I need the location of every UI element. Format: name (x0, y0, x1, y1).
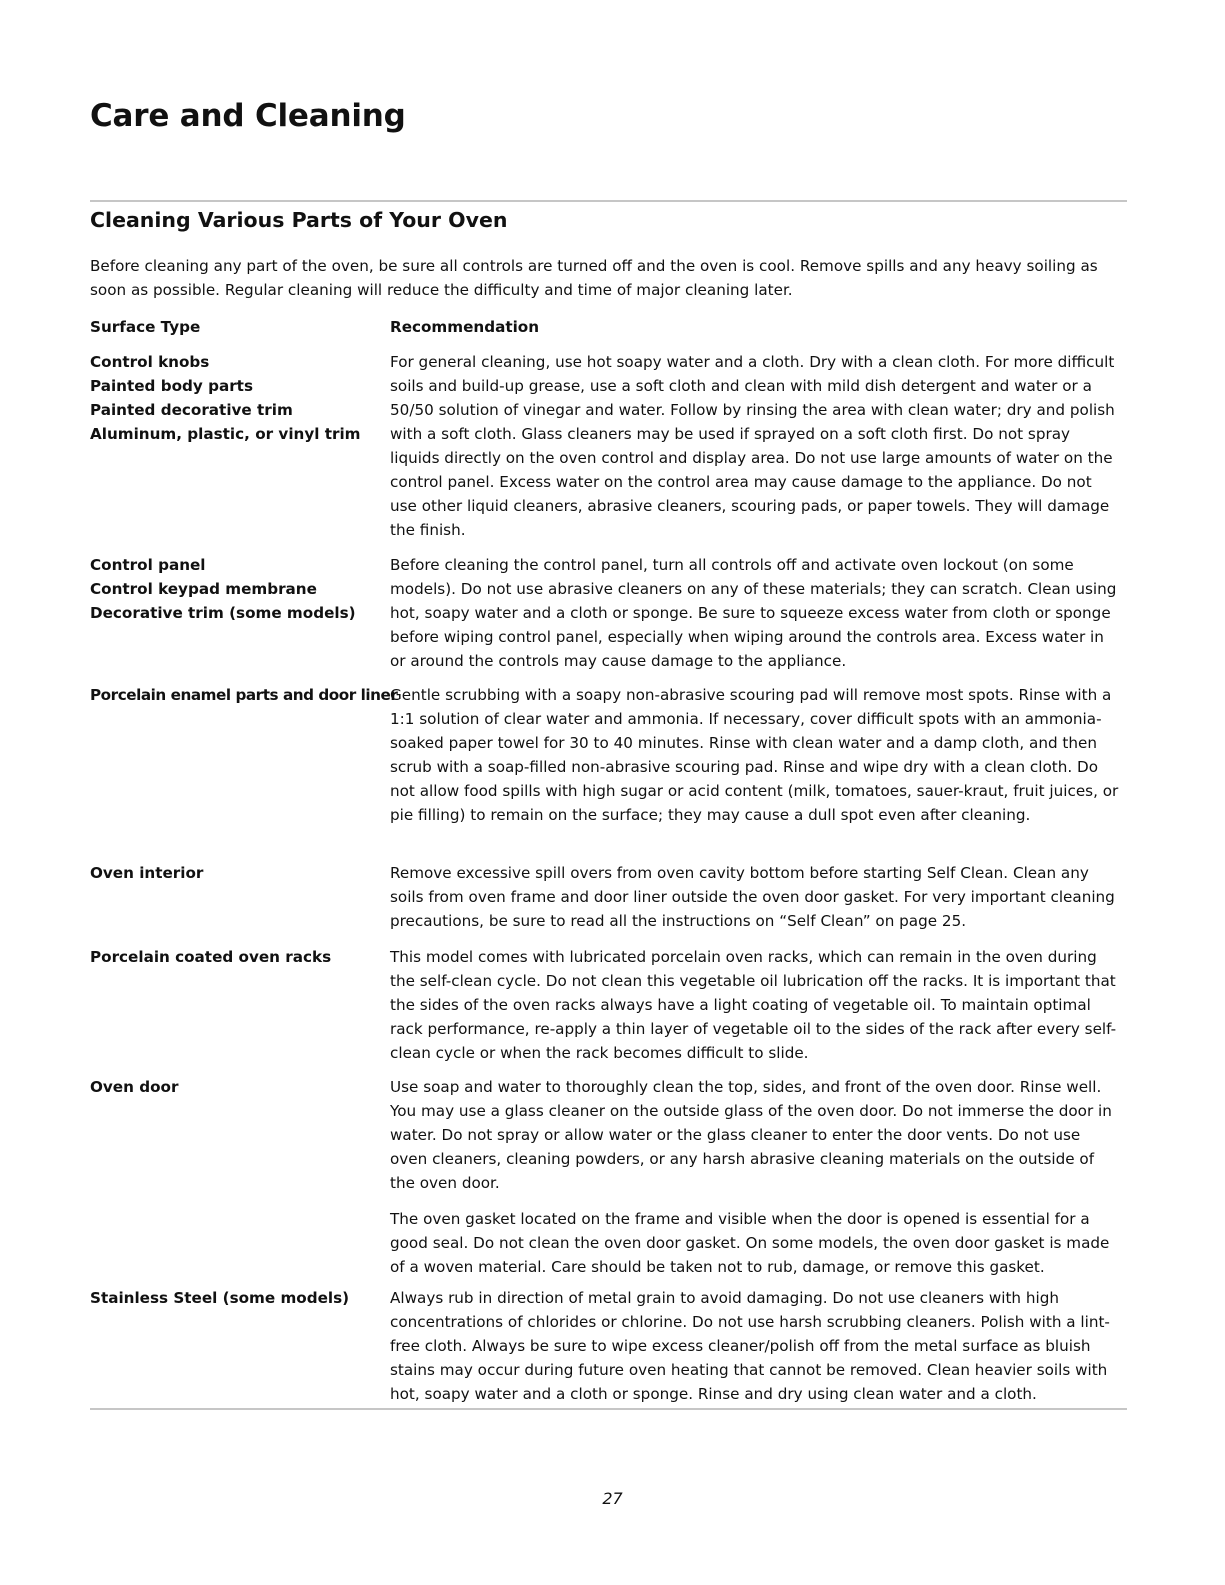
surface-label: Aluminum, plastic, or vinyl trim (90, 425, 361, 443)
recommendation-text (390, 1075, 1120, 1291)
recommendation-text (390, 683, 1120, 839)
recommendation-paragraph: Gentle scrubbing with a soapy non-abrasive scouring pad will remove most spots. Rinse with a 1:1 solution of clear water and ammonia. If necessary, cover difficult spots with an ammonia-soaked paper towel for 30 to 40 minutes. Rinse with clean water and a damp cloth, and then scrub with a soap-filled non-abrasive scouring pad. Rinse and wipe dry with a clean cloth. Do not allow food spills with high sugar or acid content (milk, tomatoes, sauer-kraut, fruit juices, or pie filling) to remain on the surface; they may cause a dull spot even after cleaning. (390, 686, 1119, 824)
recommendation-header: Recommendation (390, 318, 540, 336)
surface-label: Oven interior (90, 864, 204, 882)
surface-list (90, 945, 390, 969)
recommendation-paragraph: For general cleaning, use hot soapy water and a cloth. Dry with a clean cloth. For more difficult soils and build-up grease, use a soft cloth and clean with mild dish detergent and water or a 50/50 solution of vinegar and water. Follow by rinsing the area with clean water; dry and polish with a soft cloth. Glass cleaners may be used if sprayed on a soft cloth first. Do not spray liquids directly on the oven control and display area. Do not use large amounts of water on the control panel. Excess water on the control area may cause damage to the appliance. Do not use other liquid cleaners, abrasive cleaners, scouring pads, or paper towels. They will damage the finish. (390, 353, 1115, 539)
recommendation-paragraph: This model comes with lubricated porcelain oven racks, which can remain in the oven during the self-clean cycle. Do not clean this vegetable oil lubrication off the racks. It is important that the sides of the oven racks always have a light coating of vegetable oil. To maintain optimal rack performance, re-apply a thin layer of vegetable oil to the sides of the rack after every self-clean cycle or when the rack becomes difficult to slide. (390, 948, 1117, 1062)
page-number: 27 (602, 1489, 623, 1508)
section-title: Cleaning Various Parts of Your Oven (90, 208, 508, 232)
surface-label: Oven door (90, 1078, 179, 1096)
recommendation-text (390, 553, 1120, 685)
surface-label: Control panel (90, 556, 206, 574)
recommendation-paragraph: Use soap and water to thoroughly clean the top, sides, and front of the oven door. Rinse well. You may use a glass cleaner on the outside glass of the oven door. Do not immerse the door in water. Do not spray or allow water or the glass cleaner to enter the door vents. Do not use oven cleaners, cleaning powders, or any harsh abrasive cleaning materials on the outside of the oven door. (390, 1078, 1112, 1192)
surface-list (90, 350, 390, 446)
surface-list (90, 1286, 390, 1310)
surface-list (90, 553, 390, 625)
top-divider (90, 200, 1127, 202)
surface-label: Control keypad membrane (90, 580, 317, 598)
recommendation-paragraph: Before cleaning the control panel, turn all controls off and activate oven lockout (on some models). Do not use abrasive cleaners on any of these materials; they can scratch. Clean using hot, soapy water and a cloth or sponge. Be sure to squeeze excess water from cloth or sponge before wiping control panel, especially when wiping around the controls area. Excess water in or around the controls may cause damage to the appliance. (390, 556, 1117, 670)
page-title: Care and Cleaning (90, 98, 406, 134)
surface-label: Porcelain enamel parts and door liner (90, 686, 398, 704)
recommendation-text (390, 350, 1120, 554)
bottom-divider (90, 1408, 1127, 1410)
surface-label: Painted decorative trim (90, 401, 293, 419)
recommendation-text (390, 1286, 1120, 1418)
surface-label: Porcelain coated oven racks (90, 948, 332, 966)
surface-label: Stainless Steel (some models) (90, 1289, 350, 1307)
intro-paragraph: Before cleaning any part of the oven, be sure all controls are turned off and the oven is cool. Remove spills and any heavy soiling as soon as possible. Regular cleaning will reduce the difficulty and time of major cleaning later. (90, 257, 1098, 299)
recommendation-paragraph: Always rub in direction of metal grain to avoid damaging. Do not use cleaners with high concentrations of chlorides or chlorine. Do not use harsh scrubbing cleaners. Polish with a lint-free cloth. Always be sure to wipe excess cleaner/polish off from the metal surface as bluish stains may occur during future oven heating that cannot be removed. Clean heavier soils with hot, soapy water and a cloth or sponge. Rinse and dry using clean water and a cloth. (390, 1289, 1110, 1403)
surface-label: Painted body parts (90, 377, 253, 395)
recommendation-text (390, 861, 1120, 945)
recommendation-paragraph: Remove excessive spill overs from oven cavity bottom before starting Self Clean. Clean any soils from oven frame and door liner outside the oven door gasket. For very important cleaning precautions, be sure to read all the instructions on “Self Clean” on page 25. (390, 864, 1115, 930)
surface-list (90, 683, 398, 707)
surface-list (90, 861, 390, 885)
recommendation-text (390, 945, 1120, 1077)
surface-label: Control knobs (90, 353, 210, 371)
surface-label: Decorative trim (some models) (90, 604, 356, 622)
surface-type-header: Surface Type (90, 318, 201, 336)
recommendation-paragraph: The oven gasket located on the frame and visible when the door is opened is essential for a good seal. Do not clean the oven door gasket. On some models, the oven door gasket is made of a woven material. Care should be taken not to rub, damage, or remove this gasket. (390, 1210, 1110, 1276)
surface-list (90, 1075, 390, 1099)
